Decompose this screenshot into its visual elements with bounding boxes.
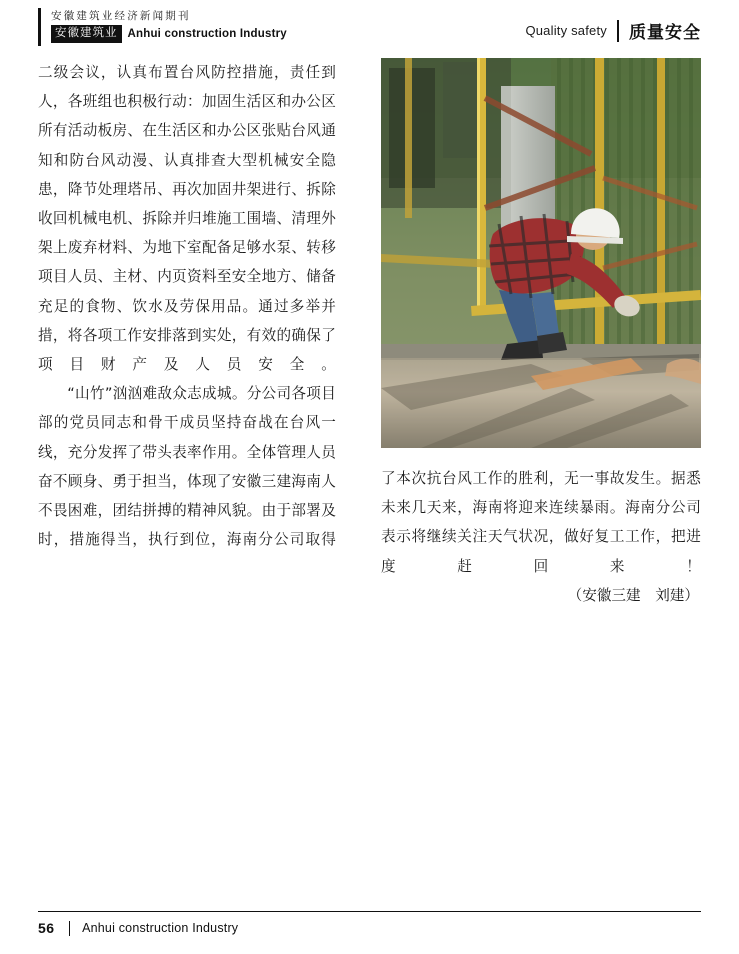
footer-divider bbox=[69, 921, 71, 936]
masthead-en-label: Anhui construction Industry bbox=[127, 28, 287, 40]
section-title bbox=[525, 18, 701, 43]
page-footer bbox=[38, 911, 701, 936]
masthead-cn-label: 安徽建筑业 bbox=[51, 25, 122, 43]
masthead bbox=[38, 8, 287, 46]
body-paragraph-1: 二级会议，认真布置台风防控措施，责任到人，各班组也积极行动：加固生活区和办公区所有活动板房、在生活区和办公区张贴台风通知和防台风动漫、认真排查大型机械安全隐患，降节处理塔吊、再次加固井架进行、拆除收回机械电机、拆除并归堆施工围墙、清理外架上废弃材料、为地下室配备足够水泵、转移项目人员、主材、内页资料至安全地方、储备充足的食物、饮水及劳保用品。通过多举并措，将各项工作安排落到实处，有效的确保了项目财产及人员安全。 bbox=[38, 64, 336, 374]
masthead-logo bbox=[51, 25, 287, 43]
body-paragraph-3: 了本次抗台风工作的胜利，无一事故发生。据悉未来几天来，海南将迎来连续暴雨。海南分公司表示将继续关注天气状况，做好复工工作，把进度赶回来！ bbox=[381, 470, 701, 575]
section-title-cn: 质量安全 bbox=[629, 23, 701, 42]
page-header bbox=[38, 8, 701, 46]
construction-worker-photo bbox=[381, 58, 701, 448]
article-byline: （安徽三建 刘建） bbox=[567, 586, 699, 604]
left-column bbox=[38, 58, 336, 554]
section-title-en: Quality safety bbox=[525, 23, 607, 38]
masthead-tagline: 安徽建筑业经济新闻期刊 bbox=[51, 10, 191, 22]
page-number: 56 bbox=[38, 920, 55, 936]
right-column bbox=[381, 58, 701, 610]
footer-publication-name: Anhui construction Industry bbox=[82, 921, 239, 935]
body-paragraph-2: “山竹”汹汹难敌众志成城。分公司各项目部的党员同志和骨干成员坚持奋战在台风一线，充分发挥了带头表率作用。全体管理人员奋不顾身、勇于担当，体现了安徽三建海南人不畏困难，团结拼搏的精神风貌。由于部署及时，措施得当，执行到位，海南分公司取得 bbox=[38, 385, 336, 549]
